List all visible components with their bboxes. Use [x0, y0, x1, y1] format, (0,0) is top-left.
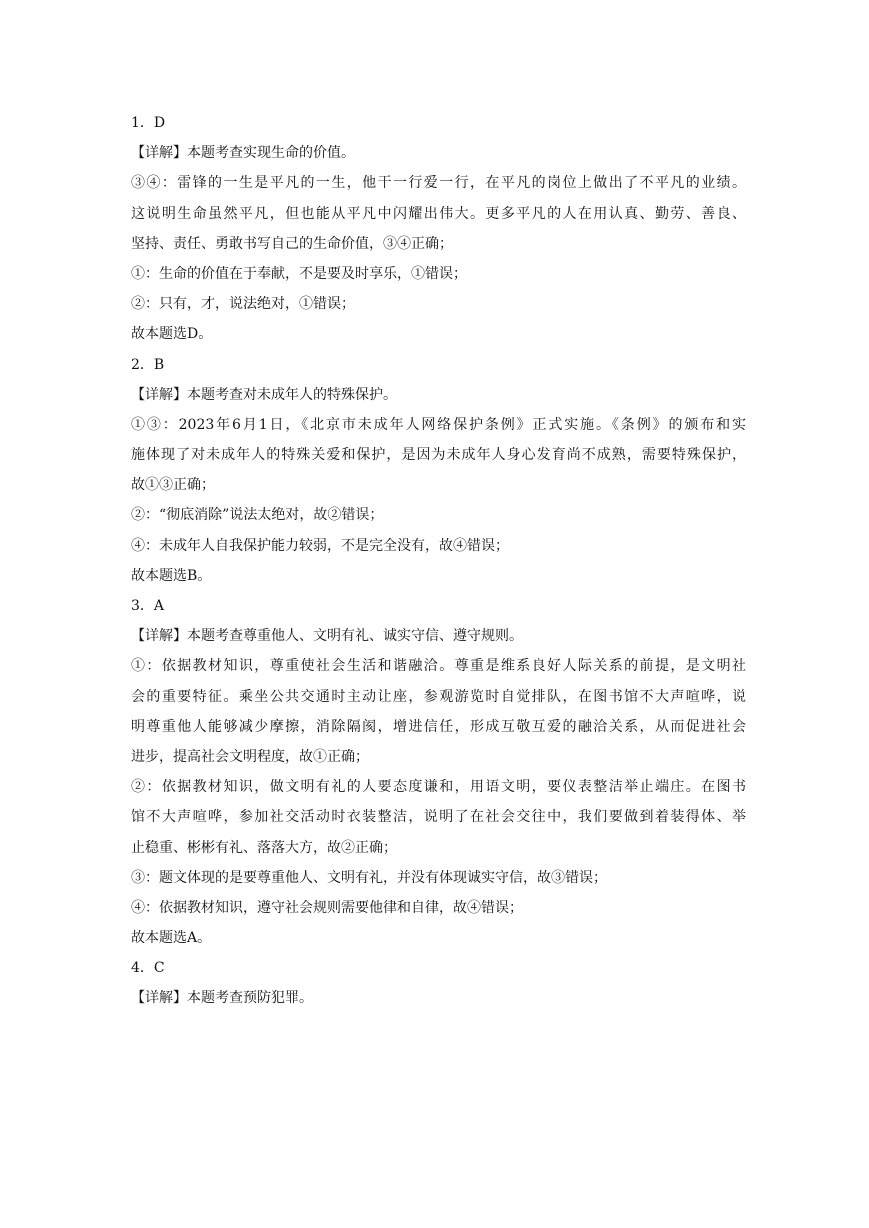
text-line: 3．A: [131, 598, 165, 614]
text-line: 1．D: [131, 115, 166, 131]
text-line: 2．B: [131, 356, 165, 373]
text-line: 【详解】本题考查尊重他人、文明有礼、诚实守信、遵守规则。: [131, 628, 523, 645]
text-line: 【详解】本题考查对未成年人的特殊保护。: [131, 386, 397, 403]
text-line: 故本题选A。: [131, 930, 212, 947]
text-line: ①：生命的价值在于奉献，不是要及时享乐，①错误；: [131, 265, 467, 282]
text-line: 会的重要特征。乘坐公共交通时主动让座，参观游览时自觉排队，在图书馆不大声喧哗，说: [131, 688, 746, 705]
text-line: ②：“彻底消除”说法太绝对，故②错误；: [131, 507, 384, 524]
text-line: 坚持、责任、勇敢书写自己的生命价值，③④正确；: [131, 235, 453, 252]
text-line: ④：依据教材知识，遵守社会规则需要他律和自律，故④错误；: [131, 899, 523, 916]
text-line: 进步，提高社会文明程度，故①正确；: [131, 748, 369, 765]
text-line: 故①③正确；: [131, 477, 215, 494]
text-line: 这说明生命虽然平凡，但也能从平凡中闪耀出伟大。更多平凡的人在用认真、勤劳、善良、: [131, 205, 746, 222]
text-line: ④：未成年人自我保护能力较弱，不是完全没有，故④错误；: [131, 537, 509, 554]
text-line: 明尊重他人能够减少摩擦，消除隔阂，增进信任，形成互敬互爱的融洽关系，从而促进社会: [131, 718, 746, 735]
text-line: 故本题选D。: [131, 326, 213, 343]
text-line: 止稳重、彬彬有礼、落落大方，故②正确；: [131, 839, 397, 856]
text-line: 【详解】本题考查预防犯罪。: [131, 990, 313, 1007]
text-line: 施体现了对未成年人的特殊关爱和保护，是因为未成年人身心发育尚不成熟，需要特殊保护，: [131, 447, 746, 464]
text-line: ②：依据教材知识，做文明有礼的人要态度谦和，用语文明，要仪表整洁举止端庄。在图书: [131, 779, 746, 796]
text-line: 故本题选B。: [131, 567, 212, 584]
text-line: ②：只有，才，说法绝对，①错误；: [131, 296, 355, 313]
text-line: 4．C: [131, 960, 165, 977]
answer-explanations: [131, 108, 746, 1014]
text-line: ①③：2023年6月1日，《北京市未成年人网络保护条例》正式实施。《条例》的颁布和实: [131, 416, 746, 433]
text-line: ③④：雷锋的一生是平凡的一生，他干一行爱一行，在平凡的岗位上做出了不平凡的业绩。: [131, 175, 746, 192]
text-line: ③：题文体现的是要尊重他人、文明有礼，并没有体现诚实守信，故③错误；: [131, 869, 607, 886]
text-line: 【详解】本题考查实现生命的价值。: [131, 145, 355, 162]
text-line: ①：依据教材知识，尊重使社会生活和谐融洽。尊重是维系良好人际关系的前提，是文明社: [131, 658, 746, 675]
text-line: 馆不大声喧哗，参加社交活动时衣装整洁，说明了在社会交往中，我们要做到着装得体、举: [131, 809, 746, 826]
